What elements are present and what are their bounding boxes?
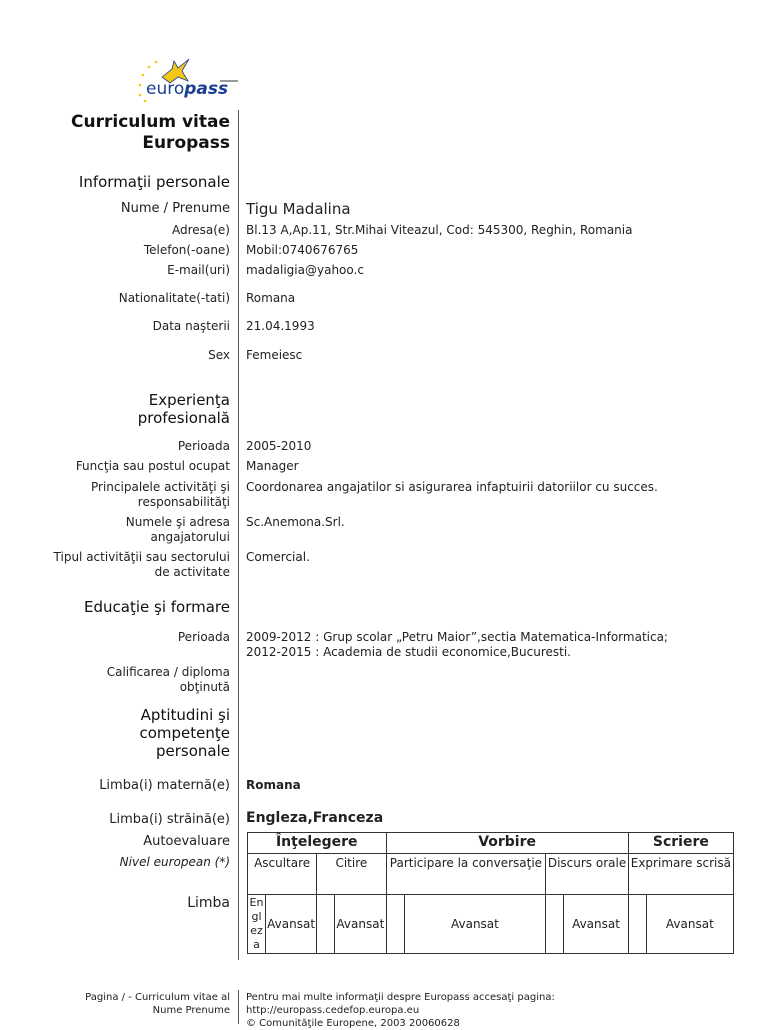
group-speaking: Vorbire <box>386 833 628 854</box>
value-sector: Comercial. <box>246 550 310 564</box>
label-position: Funcţia sau postul ocupat <box>75 459 230 473</box>
value-name: Tigu Madalina <box>246 200 351 218</box>
europass-logo <box>134 55 240 105</box>
language-name-part: En <box>249 896 264 909</box>
label-sector-line1: Tipul activităţii sau sectorului <box>53 550 230 564</box>
sub-listening: Ascultare <box>248 854 317 895</box>
language-name-part: a <box>253 938 260 951</box>
footer-left <box>85 991 230 1017</box>
label-phone: Telefon(-oane) <box>143 243 230 257</box>
value-position: Manager <box>246 459 299 473</box>
level-listening: Avansat <box>266 895 317 954</box>
label-mother-tongue: Limba(i) maternă(e) <box>99 778 230 793</box>
footer-left-line1: Pagina / - Curriculum vitae al <box>85 992 230 1003</box>
value-activities: Coordonarea angajatilor si asigurarea infaptuirii datoriilor cu succes. <box>246 480 658 494</box>
section-skills-line3: personale <box>155 742 230 760</box>
label-edu-period: Perioada <box>177 630 230 644</box>
label-employer-line1: Numele şi adresa <box>125 515 230 529</box>
column-divider <box>238 110 239 960</box>
label-sex: Sex <box>208 348 230 362</box>
section-experience-line2: profesională <box>137 409 230 427</box>
label-email: E-mail(uri) <box>167 263 230 277</box>
label-employer <box>126 515 230 545</box>
table-row <box>248 895 734 954</box>
value-birthdate: 21.04.1993 <box>246 319 315 333</box>
section-education: Educaţie şi formare <box>84 598 230 616</box>
value-employer: Sc.Anemona.Srl. <box>246 515 345 529</box>
level-interaction: Avansat <box>404 895 546 954</box>
value-exp-period: 2005-2010 <box>246 439 312 453</box>
label-activities <box>91 480 230 510</box>
language-name-part: gl <box>251 910 262 923</box>
cv-title <box>71 112 230 154</box>
level-code <box>546 895 564 954</box>
footer-divider <box>238 990 239 1024</box>
label-activities-line1: Principalele activităţi şi <box>91 480 230 494</box>
value-phone: Mobil:0740676765 <box>246 243 359 257</box>
value-mother-tongue: Romana <box>246 778 301 792</box>
label-name: Nume / Prenume <box>120 201 230 216</box>
label-qualification-line1: Calificarea / diploma <box>106 665 230 679</box>
section-skills-line2: competenţe <box>139 724 230 742</box>
label-language: Limba <box>187 895 230 911</box>
label-nationality: Nationalitate(-tati) <box>118 291 230 305</box>
footer-copyright: © Comunităţile Europene, 2003 20060628 <box>246 1018 460 1029</box>
language-name-part: ez <box>250 924 263 937</box>
section-experience-line1: Experienţa <box>148 391 230 409</box>
level-code <box>317 895 335 954</box>
footer-left-line2: Nume Prenume <box>152 1005 230 1016</box>
footer-link[interactable]: http://europass.cedefop.europa.eu <box>246 1005 420 1016</box>
section-skills <box>139 706 230 760</box>
level-production: Avansat <box>564 895 628 954</box>
sub-interaction: Participare la conversaţie <box>386 854 546 895</box>
value-email[interactable]: madaligia@yahoo.c <box>246 263 364 277</box>
level-writing: Avansat <box>646 895 733 954</box>
group-writing: Scriere <box>628 833 733 854</box>
label-qualification <box>107 665 230 695</box>
label-exp-period: Perioada <box>177 439 230 453</box>
label-self-assessment: Autoevaluare <box>143 834 230 849</box>
section-personal: Informaţii personale <box>78 173 230 191</box>
sub-writing: Exprimare scrisă <box>628 854 733 895</box>
group-understanding: Înţelegere <box>248 833 387 854</box>
level-code <box>628 895 646 954</box>
footer-right-line1: Pentru mai multe informaţii despre Europass accesaţi pagina: <box>246 992 555 1003</box>
label-address: Adresa(e) <box>171 223 230 237</box>
value-edu-period-line2: 2012-2015 : Academia de studii economice,Bucuresti. <box>246 645 571 659</box>
cv-title-line1: Curriculum vitae <box>71 112 230 132</box>
section-experience <box>138 391 230 427</box>
label-qualification-line2: obţinută <box>179 680 230 694</box>
value-sex: Femeiesc <box>246 348 303 362</box>
label-foreign-langs: Limba(i) străină(e) <box>109 812 230 827</box>
value-edu-period <box>246 630 668 660</box>
value-nationality: Romana <box>246 291 296 305</box>
value-edu-period-line1: 2009-2012 : Grup scolar „Petru Maior”,sectia Matematica-Informatica; <box>246 630 668 644</box>
value-address: Bl.13 A,Ap.11, Str.Mihai Viteazul, Cod: 545300, Reghin, Romania <box>246 223 633 237</box>
label-sector-line2: de activitate <box>154 565 230 579</box>
logo-euro: euro <box>146 79 185 99</box>
sub-production: Discurs orale <box>546 854 628 895</box>
language-assessment-table <box>247 832 734 954</box>
label-sector <box>54 550 230 580</box>
sub-reading: Citire <box>317 854 386 895</box>
section-skills-line1: Aptitudini şi <box>140 706 230 724</box>
level-code <box>386 895 404 954</box>
level-reading: Avansat <box>335 895 386 954</box>
language-name <box>248 895 266 954</box>
value-foreign-langs: Engleza,Franceza <box>246 810 384 826</box>
cv-title-line2: Europass <box>142 133 230 153</box>
label-employer-line2: angajatorului <box>150 530 230 544</box>
footer-right <box>246 991 555 1030</box>
label-birthdate: Data naşterii <box>152 319 230 333</box>
label-activities-line2: responsabilităţi <box>137 495 230 509</box>
label-european-level: Nivel european (*) <box>119 855 230 869</box>
logo-pass: pass <box>184 79 229 99</box>
